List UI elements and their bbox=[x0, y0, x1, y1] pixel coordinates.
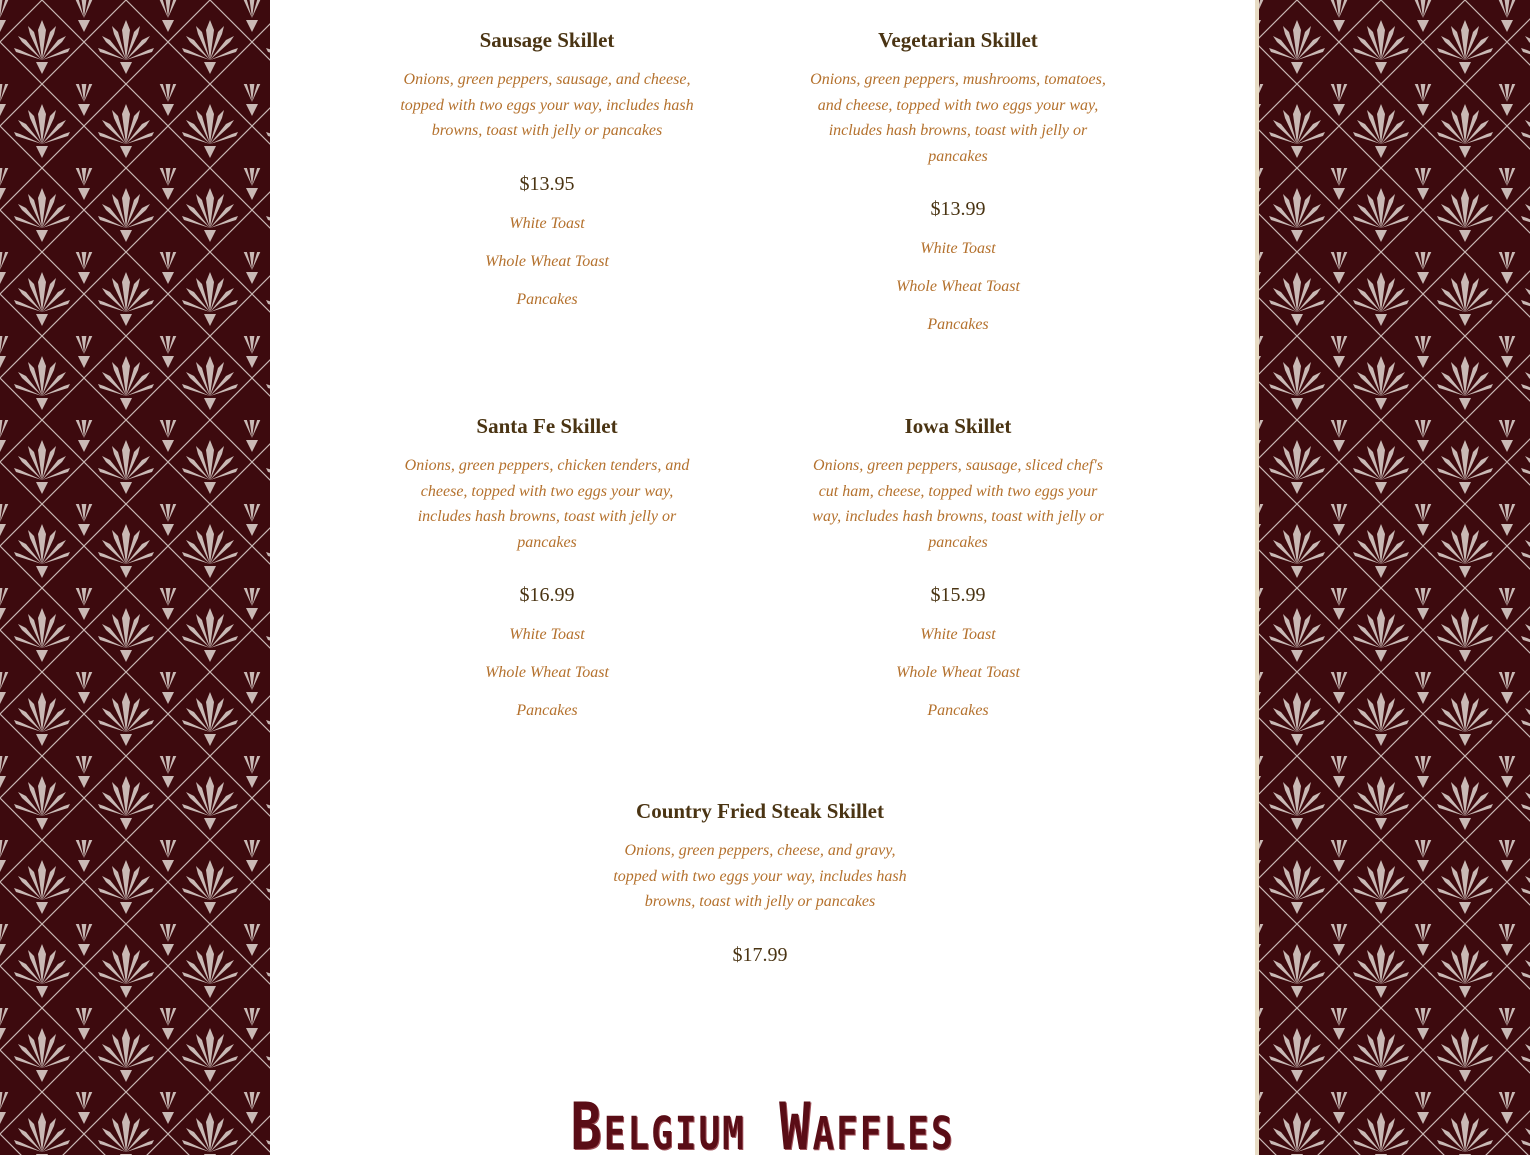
item-price: $17.99 bbox=[732, 943, 788, 966]
item-title: Sausage Skillet bbox=[479, 28, 615, 52]
art-deco-pattern bbox=[1255, 0, 1530, 1155]
menu-item-iowa-skillet bbox=[808, 413, 1108, 739]
section-title-belgium-waffles: Belgium Waffles bbox=[570, 1090, 955, 1155]
item-title: Country Fried Steak Skillet bbox=[636, 799, 884, 823]
item-description: Onions, green peppers, chicken tenders, and cheese, topped with two eggs your way, includes hash browns, toast with jelly or pancakes bbox=[404, 457, 690, 551]
option-white-toast[interactable]: White Toast bbox=[920, 240, 996, 257]
option-list bbox=[397, 214, 697, 310]
option-whole-wheat-toast[interactable]: Whole Wheat Toast bbox=[485, 252, 609, 270]
item-price: $13.95 bbox=[519, 172, 575, 195]
item-description: Onions, green peppers, sausage, and cheese, topped with two eggs your way, includes hash browns, toast with jelly or pancakes bbox=[400, 71, 694, 139]
option-white-toast[interactable]: White Toast bbox=[509, 626, 585, 643]
menu-item-sausage-skillet bbox=[397, 27, 697, 328]
art-deco-pattern bbox=[0, 0, 270, 1155]
option-list bbox=[808, 625, 1108, 721]
item-description: Onions, green peppers, mushrooms, tomatoes, and cheese, topped with two eggs your way, includes hash browns, toast with jelly or pancakes bbox=[810, 71, 1106, 165]
option-pancakes[interactable]: Pancakes bbox=[516, 290, 578, 308]
option-list bbox=[397, 625, 697, 721]
right-decorative-pattern bbox=[1255, 0, 1530, 1155]
item-price: $15.99 bbox=[930, 584, 986, 606]
item-description: Onions, green peppers, sausage, sliced chef's cut ham, cheese, topped with two eggs your way, includes hash browns, toast with jelly or pancakes bbox=[812, 457, 1104, 551]
item-price: $13.99 bbox=[930, 198, 986, 220]
page-edge-divider bbox=[1255, 0, 1259, 1155]
option-list bbox=[803, 239, 1113, 335]
option-whole-wheat-toast[interactable]: Whole Wheat Toast bbox=[896, 664, 1020, 681]
item-title: Iowa Skillet bbox=[904, 414, 1012, 438]
option-pancakes[interactable]: Pancakes bbox=[927, 702, 989, 719]
option-pancakes[interactable]: Pancakes bbox=[516, 702, 578, 719]
option-whole-wheat-toast[interactable]: Whole Wheat Toast bbox=[896, 278, 1020, 295]
option-white-toast[interactable]: White Toast bbox=[920, 626, 996, 643]
menu-item-vegetarian-skillet bbox=[803, 27, 1113, 353]
item-price: $16.99 bbox=[519, 584, 575, 606]
item-description: Onions, green peppers, cheese, and gravy, topped with two eggs your way, includes hash browns, toast with jelly or pancakes bbox=[613, 842, 907, 910]
item-title: Santa Fe Skillet bbox=[476, 414, 618, 438]
option-white-toast[interactable]: White Toast bbox=[509, 214, 585, 232]
option-pancakes[interactable]: Pancakes bbox=[927, 316, 989, 333]
option-whole-wheat-toast[interactable]: Whole Wheat Toast bbox=[485, 664, 609, 681]
item-title: Vegetarian Skillet bbox=[878, 28, 1038, 52]
menu-item-santa-fe-skillet bbox=[397, 413, 697, 739]
left-decorative-pattern bbox=[0, 0, 270, 1155]
menu-content-panel bbox=[270, 0, 1255, 1155]
menu-item-country-fried-steak-skillet bbox=[600, 798, 920, 968]
